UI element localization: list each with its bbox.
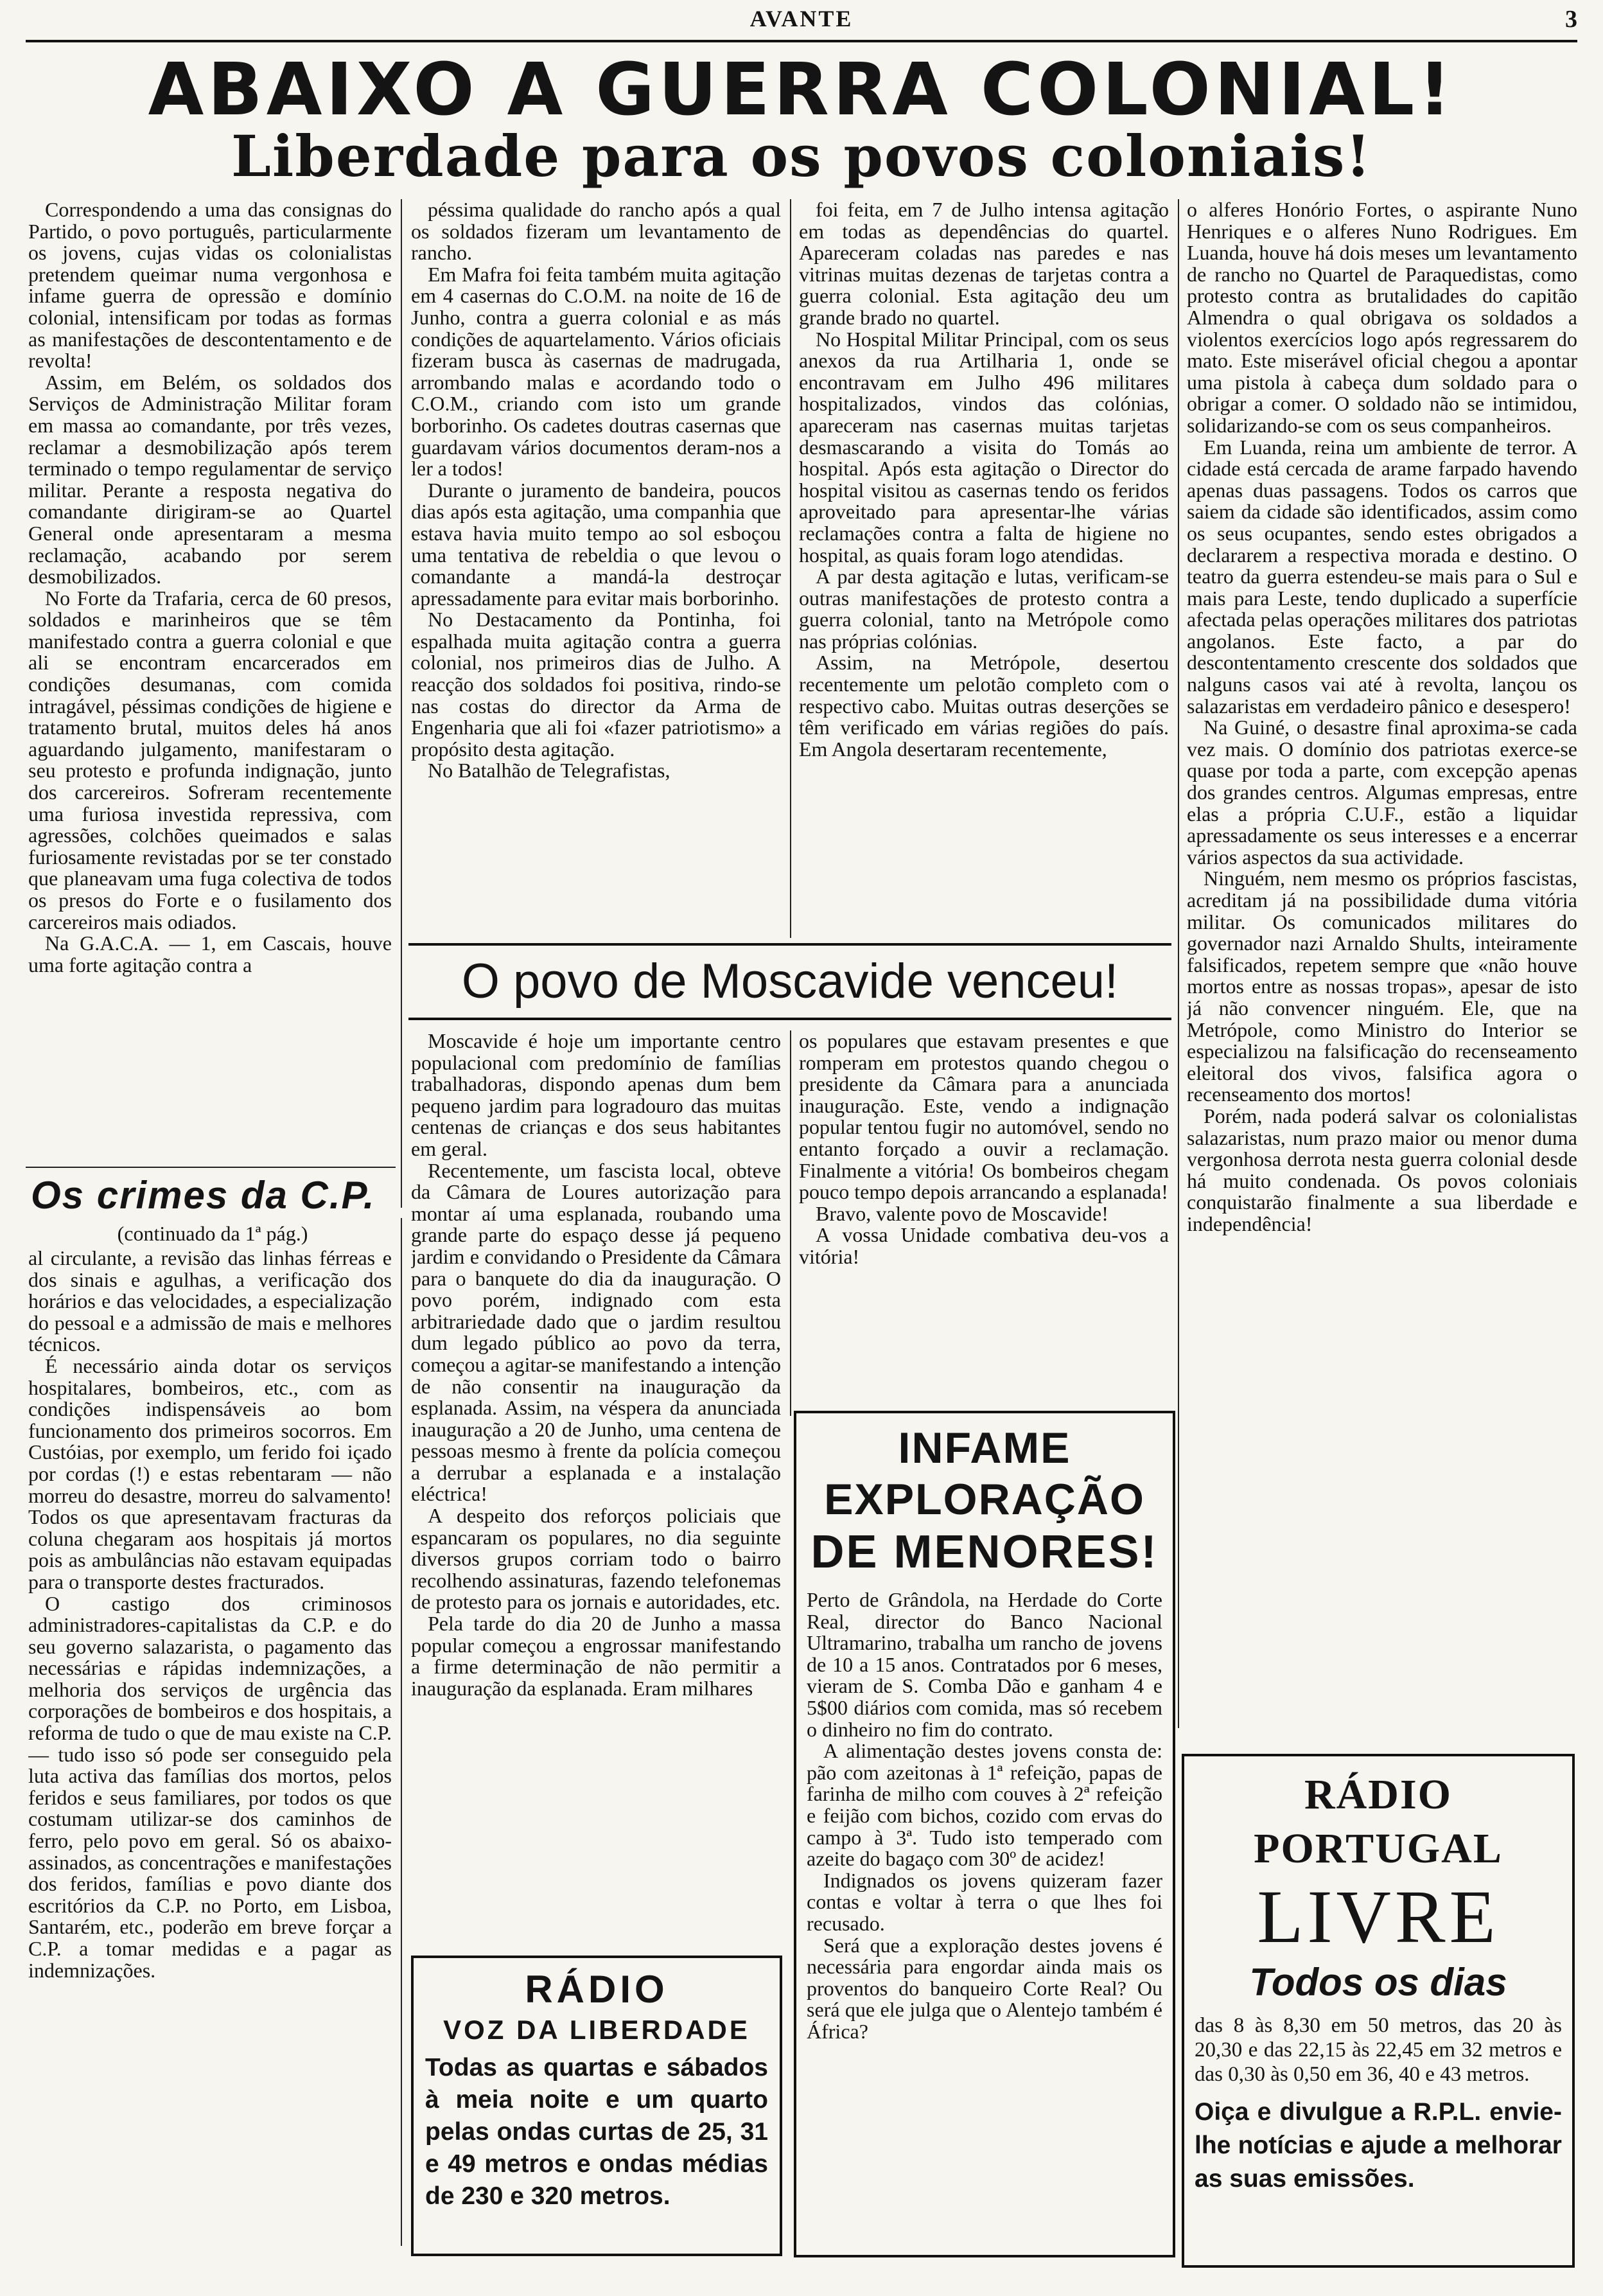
rpl-tagline: Todos os dias [1249,1961,1507,2004]
cp-article-body [28,1248,392,2237]
column-rule [790,199,791,938]
rpl-box [1182,1754,1575,2268]
column-rule [1178,199,1179,1728]
paragraph: foi feita, em 7 de Julho intensa agitação em todas as dependências do quartel. Apareceram coladas nas paredes e nas vitrinas muitas dezenas de tarjetas contra a guerra colonial. Esta agitação deu um grande brado no quartel. [799,199,1169,329]
menores-title-line2: DE MENORES! [810,1526,1159,1578]
paragraph: Recentemente, um fascista local, obteve da Câmara de Loures autorização para montar aí uma esplanada, roubando uma grande parte do espaço desse já pequeno jardim e convidando o Presidente da Câmara para o banquete do dia da inauguração. O povo porém, indignado com esta arbitrariedade dado que o jardim resultou dum legado público ao povo da terra, começou a agitar-se manifestando a intenção de não consentir na inauguração da esplanada. Assim, na véspera da anunciada inauguração a 20 de Junho, uma centena de pessoas mesmo à frente da polícia começou a derrubar a esplanada e a instalação eléctrica! [411,1158,781,1506]
paragraph: Porém, nada poderá salvar os colonialistas salazaristas, num prazo maior ou menor duma vergonhosa derrota nesta guerra colonial desde há muito condenada. Os povos coloniais conquistarão finalmente a sua liberdade e independência! [1187,1104,1577,1235]
main-article-col1 [28,199,392,1156]
radio-liberdade-box [411,1956,782,2256]
paragraph: Assim, na Metrópole, desertou recentemente um pelotão completo com o respectivo cabo. Muitas outras deserções se têm verificado em várias regiões do país. Em Angola desertaram recentemente, [799,651,1169,761]
paragraph: os populares que estavam presentes e que romperam em protestos quando chegou o presidente da Câmara para a anunciada inauguração. Este, vendo a indignação popular tentou fugir no automóvel, sendo no entanto forçado a ouvir a reclamação. Finalmente a vitória! Os bombeiros chegam pouco tempo depois arrancando a esplanada! [799,1030,1169,1204]
main-article-col4 [1187,199,1577,1735]
menores-box [794,1411,1175,2257]
radio-liberdade-text: Todas as quartas e sábados à meia noite e um quarto pelas ondas curtas de 25, 31 e 49 metros e ondas médias de 230 e 320 metros. [425,2054,768,2210]
newspaper-name: AVANTE [749,6,854,31]
moscavide-title: O povo de Moscavide venceu! [461,954,1119,1009]
cp-article-title: Os crimes da C.P. [31,1174,376,1217]
moscavide-col1 [411,1030,781,1943]
paragraph: Perto de Grândola, na Herdade do Corte Real, director do Banco Nacional Ultramarino, trabalha um rancho de jovens de 10 a 15 anos. Contratados por 6 meses, vieram de S. Comba Dão e ganham 4 e 5$00 diários com comida, mas só recebem o dinheiro no fim do contrato. [807,1589,1162,1741]
paragraph: Será que a exploração destes jovens é necessária para engordar ainda mais os proventos do banqueiro Corte Real? Ou será que ele julga que o Alentejo também é África? [807,1933,1162,2043]
paragraph: A despeito dos reforços policiais que espancaram os populares, no dia seguinte diversos grupos corriam todo o bairro recolhendo assinaturas, fazendo telefonemas de protesto para os jornais e autoridades, etc. [411,1504,781,1614]
paragraph: A par desta agitação e lutas, verificam-se outras manifestações de protesto contra a guerra colonial, tanto na Metrópole como nas próprias colónias. [799,565,1169,653]
column-rule [401,199,402,1208]
paragraph: No Destacamento da Pontinha, foi espalhada muita agitação contra a guerra colonial, nos primeiros dias de Julho. A reacção dos soldados foi positiva, rindo-se nas costas do director da Arma de Engenharia que ali foi «fazer patriotismo» a propósito desta agitação. [411,608,781,761]
paragraph: Durante o juramento de bandeira, poucos dias após esta agitação, uma companhia que estava havia muito tempo ao sol esboçou uma tentativa de rebeldia o que levou o comandante a mandá-la destroçar apressadamente para evitar mais borborinho. [411,478,781,610]
paragraph: Assim, em Belém, os soldados dos Serviços de Administração Militar foram em massa ao comandante, por três vezes, reclamar a desmobilização após terem terminado o tempo regulamentar de serviço militar. Perante a resposta negativa do comandante dirigiram-se ao Quartel General onde apresentaram a mesma reclamação, acabando por serem desmobilizados. [28,370,392,588]
header-rule [26,40,1577,42]
column-rule [790,1030,791,1416]
paragraph: A vossa Unidade combativa deu-vos a vitória! [799,1223,1169,1268]
paragraph: Correspondendo a uma das consignas do Partido, o povo português, particularmente os jovens, cujas vidas os colonialistas pretendem queimar numa vergonhosa e infame guerra de opressão e domínio colonial, intensificam por todas as formas as manifestações de descontentamento e de revolta! [28,199,392,373]
rpl-title: RÁDIO PORTUGAL [1254,1771,1503,1872]
menores-body [796,1589,1173,2296]
paragraph: A alimentação destes jovens consta de: pão com azeitonas à 1ª refeição, papas de farinha de milho com couves à 2ª refeição e feijão com bichos, cozido com ervas do campo à 3ª. Tudo isto temperado com azeite do bagaço com 30º de acidez! [807,1739,1162,1871]
moscavide-col2 [799,1030,1169,1403]
paragraph: Bravo, valente povo de Moscavide! [816,1201,1108,1225]
rpl-big: LIVRE [1257,1875,1500,1959]
paragraph: Indignados os jovens quizeram fazer contas e voltar à terra o que lhes foi recusado. [807,1868,1162,1935]
paragraph: No Forte da Trafaria, cerca de 60 presos, soldados e marinheiros que se têm manifestado contra a guerra colonial e que ali se encontram encarcerados em condições desumanas, com comida intragável, péssimas condições de higiene e tratamento brutal, muitos deles há anos aguardando julgamento, manifestaram o seu protesto e profunda indignação, junto dos carcereiros. Sofreram recentemente uma furiosa investida repressiva, com agressões, colchões queimados e salas furiosamente revistadas por se ter constado que planeavam uma fuga colectiva de todos os presos do Forte e o fusilamento dos carcereiros mais odiados. [28,586,392,933]
main-headline: ABAIXO A GUERRA COLONIAL! [148,48,1455,132]
paragraph: No Batalhão de Telegrafistas, [428,759,670,782]
page-number: 3 [1565,6,1577,33]
main-article-col3 [799,199,1169,938]
paragraph: No Hospital Militar Principal, com os seus anexos da rua Artilharia 1, onde se encontravam em Julho 496 militares hospitalizados, vindos das colónias, apareceram nas casernas muitas tarjetas desmascarando a visita do Tomás ao hospital. Após esta agitação o Director do hospital visitou as casernas tendo os feridos aproveitado para apresentar-lhe várias reclamações contra a falta de higiene no hospital, as quais foram logo atendidas. [799,327,1169,567]
radio-liberdade-subtitle: VOZ DA LIBERDADE [443,2015,750,2045]
paragraph: Moscavide é hoje um importante centro populacional com predomínio de famílias trabalhadoras, dispondo apenas dum bem pequeno jardim para logradouro das muitas centenas de crianças e dos seus habitantes em geral. [411,1030,781,1160]
paragraph: Ninguém, nem mesmo os próprios fascistas, acreditam já na possibilidade duma vitória militar. Os comunicados militares do governador nazi Arnaldo Shults, inteiramente falsificados, repetem sempre que «não houve mortos entre as nossas tropas», apesar de isto já não convencer ninguém. Ele, que na Metrópole, como Ministro do Interior se especializou na falsificação do recenseamento eleitoral dos vivos, falsifica agora o recenseamento dos mortos! [1187,867,1577,1106]
main-article-col2 [411,199,781,938]
rpl-schedule: das 8 às 8,30 em 50 metros, das 20 às 20,30 e das 22,15 às 22,45 em 32 metros e das 0,30 às 0,50 em 36, 40 e 43 metros. [1195,2014,1562,2086]
radio-liberdade-title: RÁDIO [525,1968,669,2011]
running-head [26,5,1577,33]
paragraph: péssima qualidade do rancho após a qual os soldados fizeram um levantamento de rancho. [411,199,781,265]
menores-title-line1: INFAME EXPLORAÇÃO [824,1424,1145,1524]
cp-continued-note: (continuado da 1ª pág.) [117,1222,308,1245]
paragraph: o alferes Honório Fortes, o aspirante Nuno Henriques e o alferes Nuno Rodrigues. Em Luanda, houve há dois meses um levantamento de rancho no Quartel de Paraquedistas, como protesto contra as brutalidades do capitão Almendra o qual obrigava os soldados a violentos exercícios logo após regressarem do mato. Este miserável oficial chegou a apontar uma pistola à cabeça dum soldado para o obrigar a comer. O soldado não se intimidou, solidarizando-se com os seus companheiros. [1187,199,1577,437]
paragraph: O castigo dos criminosos administradores-capitalistas da C.P. e do seu governo salazarista, o pagamento das necessárias e rápidas indemnizações, a melhoria dos serviços de urgência das corporações de bombeiros e dos hospitais, a reforma de tudo o que de mau existe na C.P. — tudo isso só pode ser conseguido pela luta activa das famílias dos mortos, pelos feridos e seus familiares, por todos os que costumam utilizar-se dos caminhos de ferro, pelo povo em geral. Só os abaixo-assinados, as concentrações e manifestações dos feridos, famílias e povo diante dos escritórios da C.P. no Porto, em Lisboa, Santarém, etc., poderão em breve forçar a C.P. a tomar medidas e a pagar as indemnizações. [28,1591,392,1982]
rpl-appeal: Oiça e divulgue a R.P.L. envie-lhe notícias e ajude a melhorar as suas emissões. [1195,2098,1562,2193]
paragraph: Em Mafra foi feita também muita agitação em 4 casernas do C.O.M. na noite de 16 de Junho, contra a guerra colonial e as más condições de aquartelamento. Vários oficiais fizeram busca às casernas de madrugada, arrombando malas e acordando todo o C.O.M., criando com isto um grande borborinho. Os cadetes doutras casernas que guardavam vários documentos deram-nos a ler a todos! [411,262,781,481]
moscavide-headline-frame [408,943,1171,1020]
paragraph: É necessário ainda dotar os serviços hospitalares, bombeiros, etc., com as condições indispensáveis ao bom funcionamento dos primeiros socorros. Em Custóias, por exemplo, um ferido foi içado por cordas (!) e estas rebentaram — não morreu do desastre, morreu do salvamento! Todos os que apresentavam fracturas da coluna chegaram aos hospitais já mortos pois as ambulâncias não estavam equipadas para o transporte destes fracturados. [28,1354,392,1593]
paragraph: al circulante, a revisão das linhas férreas e dos sinais e agulhas, a verificação dos horários e das velocidades, a especialização do pessoal e a admissão de mais e melhores técnicos. [28,1248,392,1356]
section-rule [26,1167,396,1168]
paragraph: Em Luanda, reina um ambiente de terror. A cidade está cercada de arame farpado havendo apenas duas passagens. Todos os carros que saiem da cidade são identificados, assim como os seus ocupantes, sendo estes obrigados a declararem a respectiva morada e destino. O teatro da guerra estendeu-se mais para o Sul e mais para Leste, tendo duplicado a superfície afectada pelas operações militares dos patriotas angolanos. Este facto, a par do descontentamento crescente dos soldados que nalguns casos vai até à revolta, lançou os salazaristas em verdadeiro pânico e desespero! [1187,435,1577,718]
paragraph: Pela tarde do dia 20 de Junho a massa popular começou a engrossar manifestando a firme determinação de não permitir a inauguração da esplanada. Eram milhares [411,1612,781,1700]
paragraph: Na Guiné, o desastre final aproxima-se cada vez mais. O domínio dos patriotas exerce-se quase por toda a parte, com excepção apenas dos grandes centros. Algumas empresas, entre elas a própria C.U.F., estão a liquidar apressadamente os seus interesses e a encerrar vários aspectos da sua actividade. [1187,716,1577,869]
sub-headline: Liberdade para os povos coloniais! [231,123,1372,190]
paragraph: Na G.A.C.A. — 1, em Cascais, houve uma forte agitação contra a [28,932,392,976]
column-rule [401,1218,402,2246]
